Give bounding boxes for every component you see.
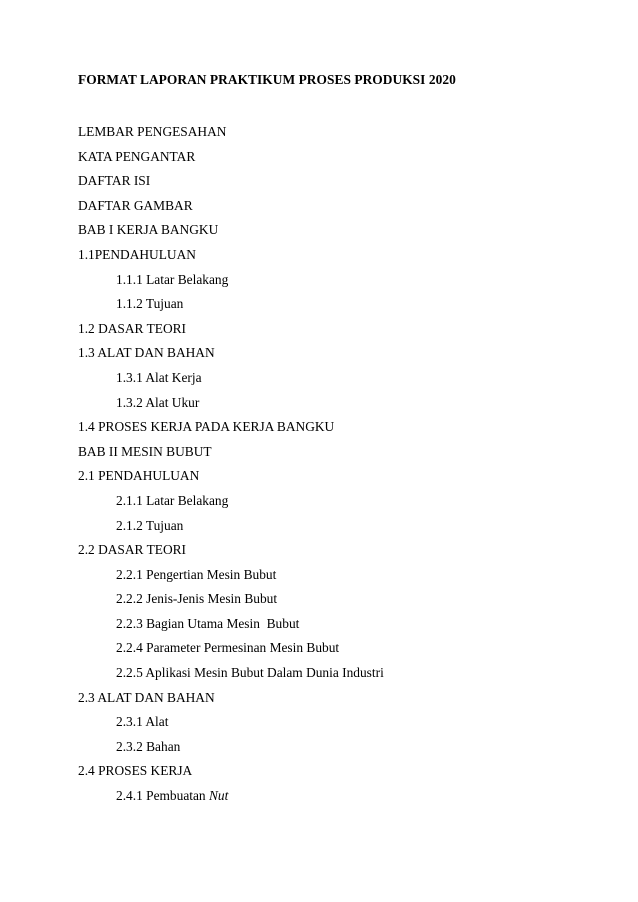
toc-item-text: 2.1.2 Tujuan — [116, 517, 184, 533]
toc-item-text: LEMBAR PENGESAHAN — [78, 124, 227, 139]
toc-item-text: KATA PENGANTAR — [78, 148, 196, 164]
toc-subitem — [78, 563, 384, 588]
table-of-contents — [78, 120, 384, 809]
toc-item-text: 1.1PENDAHULUAN — [78, 246, 196, 262]
toc-item-text: 1.2 DASAR TEORI — [78, 320, 187, 336]
toc-item-text: 2.4 PROSES KERJA — [78, 763, 193, 779]
toc-subitem — [78, 735, 384, 760]
toc-subitem — [78, 391, 384, 416]
toc-item-text: 2.3.2 Bahan — [116, 738, 181, 754]
toc-subitem — [78, 612, 384, 637]
toc-item-text: 1.4 PROSES KERJA PADA KERJA BANGKU — [78, 419, 335, 435]
toc-subitem — [78, 661, 384, 686]
toc-item-text: DAFTAR GAMBAR — [78, 197, 193, 213]
toc-subitem — [78, 710, 384, 735]
toc-item-text: BAB I KERJA BANGKU — [78, 222, 219, 238]
toc-subitem — [78, 489, 384, 514]
toc-item-text: 2.3 ALAT DAN BAHAN — [78, 689, 215, 705]
toc-item — [78, 218, 384, 243]
toc-item-text: 2.2.4 Parameter Permesinan Mesin Bubut — [116, 640, 340, 656]
toc-item-text: DAFTAR ISI — [78, 173, 151, 189]
toc-subitem — [78, 587, 384, 612]
toc-item-text: 2.2.3 Bagian Utama Mesin Bubut — [116, 615, 300, 631]
toc-subitem — [78, 268, 384, 293]
toc-item-text: 1.1.2 Tujuan — [116, 296, 184, 312]
toc-item-text: 2.2.2 Jenis-Jenis Mesin Bubut — [116, 591, 278, 607]
toc-item-text: 1.3 ALAT DAN BAHAN — [78, 345, 215, 361]
toc-item — [78, 538, 384, 563]
toc-subitem — [78, 636, 384, 661]
toc-item-text: 2.2.5 Aplikasi Mesin Bubut Dalam Dunia Industri — [116, 665, 384, 681]
toc-item — [78, 317, 384, 342]
toc-item-text: 2.4.1 Pembuatan — [116, 788, 209, 804]
toc-subitem — [78, 514, 384, 539]
toc-item — [78, 341, 384, 366]
toc-item-text: BAB II MESIN BUBUT — [78, 443, 212, 459]
toc-item — [78, 686, 384, 711]
toc-item — [78, 759, 384, 784]
toc-item-text: 1.3.1 Alat Kerja — [116, 369, 202, 385]
document-title: FORMAT LAPORAN PRAKTIKUM PROSES PRODUKSI 2020 — [78, 72, 456, 87]
toc-item-text: 2.1 PENDAHULUAN — [78, 468, 200, 484]
toc-item-text: 1.1.1 Latar Belakang — [116, 271, 229, 287]
toc-item — [78, 464, 384, 489]
toc-item — [78, 440, 384, 465]
toc-item-text: 1.3.2 Alat Ukur — [116, 394, 200, 410]
toc-item-text: 2.3.1 Alat — [116, 714, 169, 730]
toc-item — [78, 145, 384, 170]
toc-item — [78, 120, 384, 145]
toc-item-italic-text: Nut — [208, 788, 229, 804]
toc-subitem — [78, 292, 384, 317]
toc-item — [78, 415, 384, 440]
toc-subitem — [78, 366, 384, 391]
toc-item — [78, 169, 384, 194]
toc-item-text: 2.2 DASAR TEORI — [78, 542, 187, 558]
toc-item-text: 2.1.1 Latar Belakang — [116, 492, 229, 508]
toc-subitem — [78, 784, 384, 809]
toc-item-text: 2.2.1 Pengertian Mesin Bubut — [116, 566, 277, 582]
toc-item — [78, 194, 384, 219]
toc-item — [78, 243, 384, 268]
